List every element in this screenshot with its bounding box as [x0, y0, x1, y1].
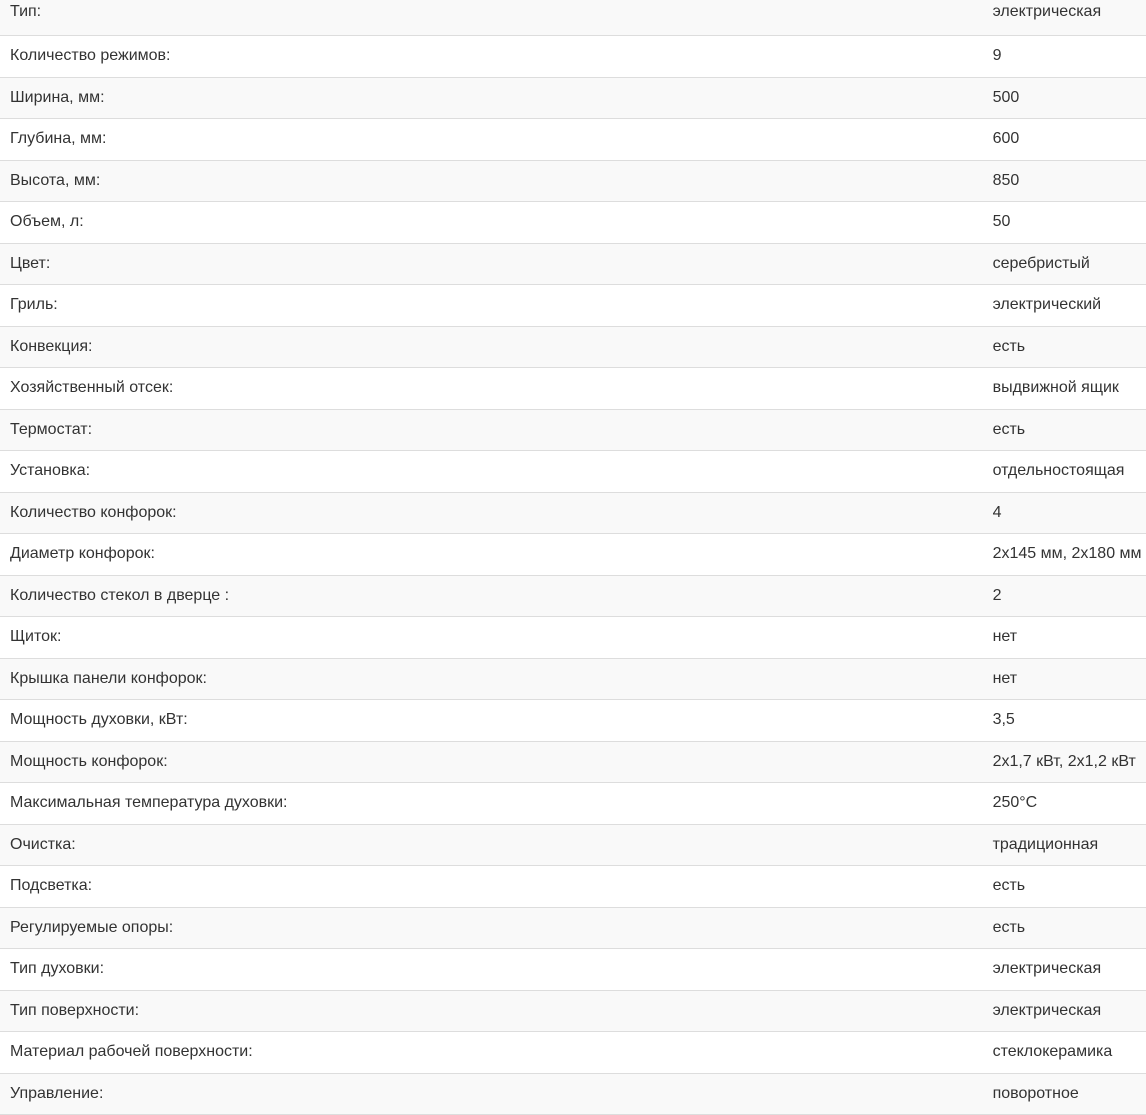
spec-name: Диаметр конфорок: — [0, 534, 983, 576]
spec-row — [0, 1032, 1146, 1074]
spec-name: Высота, мм: — [0, 160, 983, 202]
spec-name: Мощность духовки, кВт: — [0, 700, 983, 742]
spec-value: 2x1,7 кВт, 2x1,2 кВт — [983, 741, 1146, 783]
spec-row — [0, 658, 1146, 700]
spec-name: Объем, л: — [0, 202, 983, 244]
spec-value: нет — [983, 617, 1146, 659]
spec-name: Количество конфорок: — [0, 492, 983, 534]
spec-name: Крышка панели конфорок: — [0, 658, 983, 700]
spec-row — [0, 77, 1146, 119]
spec-name: Тип духовки: — [0, 949, 983, 991]
spec-name: Количество стекол в дверце : — [0, 575, 983, 617]
spec-value: 9 — [983, 36, 1146, 78]
spec-row — [0, 575, 1146, 617]
spec-name: Регулируемые опоры: — [0, 907, 983, 949]
spec-row — [0, 866, 1146, 908]
spec-value: 2 — [983, 575, 1146, 617]
spec-name: Очистка: — [0, 824, 983, 866]
spec-value: отдельностоящая — [983, 451, 1146, 493]
spec-value: поворотное — [983, 1073, 1146, 1115]
spec-row — [0, 409, 1146, 451]
spec-row — [0, 741, 1146, 783]
spec-value: 850 — [983, 160, 1146, 202]
spec-row — [0, 0, 1146, 36]
spec-name: Количество режимов: — [0, 36, 983, 78]
spec-name: Конвекция: — [0, 326, 983, 368]
spec-row — [0, 949, 1146, 991]
spec-name: Термостат: — [0, 409, 983, 451]
spec-value: 50 — [983, 202, 1146, 244]
spec-value: есть — [983, 326, 1146, 368]
spec-value: 500 — [983, 77, 1146, 119]
spec-row — [0, 285, 1146, 327]
spec-row — [0, 534, 1146, 576]
spec-value: серебристый — [983, 243, 1146, 285]
spec-row — [0, 824, 1146, 866]
spec-row — [0, 202, 1146, 244]
spec-row — [0, 326, 1146, 368]
spec-name: Подсветка: — [0, 866, 983, 908]
spec-row — [0, 36, 1146, 78]
spec-value: стеклокерамика — [983, 1032, 1146, 1074]
spec-value: традиционная — [983, 824, 1146, 866]
spec-name: Максимальная температура духовки: — [0, 783, 983, 825]
spec-name: Тип поверхности: — [0, 990, 983, 1032]
spec-name: Ширина, мм: — [0, 77, 983, 119]
spec-name: Цвет: — [0, 243, 983, 285]
spec-name: Хозяйственный отсек: — [0, 368, 983, 410]
spec-name: Управление: — [0, 1073, 983, 1115]
spec-value: электрическая — [983, 949, 1146, 991]
spec-name: Щиток: — [0, 617, 983, 659]
spec-name: Материал рабочей поверхности: — [0, 1032, 983, 1074]
spec-row — [0, 119, 1146, 161]
spec-name: Тип: — [0, 0, 983, 36]
spec-value: выдвижной ящик — [983, 368, 1146, 410]
spec-value: 3,5 — [983, 700, 1146, 742]
spec-row — [0, 368, 1146, 410]
spec-row — [0, 783, 1146, 825]
spec-row — [0, 990, 1146, 1032]
spec-name: Глубина, мм: — [0, 119, 983, 161]
spec-value: 4 — [983, 492, 1146, 534]
spec-value: электрическая — [983, 0, 1146, 36]
spec-row — [0, 160, 1146, 202]
spec-value: 600 — [983, 119, 1146, 161]
spec-row — [0, 617, 1146, 659]
spec-name: Мощность конфорок: — [0, 741, 983, 783]
spec-row — [0, 243, 1146, 285]
spec-row — [0, 492, 1146, 534]
spec-value: есть — [983, 907, 1146, 949]
spec-value: электрическая — [983, 990, 1146, 1032]
spec-row — [0, 451, 1146, 493]
spec-name: Установка: — [0, 451, 983, 493]
spec-row — [0, 700, 1146, 742]
spec-row — [0, 1073, 1146, 1115]
spec-value: есть — [983, 866, 1146, 908]
spec-value: есть — [983, 409, 1146, 451]
spec-value: 2x145 мм, 2x180 мм — [983, 534, 1146, 576]
spec-row — [0, 907, 1146, 949]
spec-name: Гриль: — [0, 285, 983, 327]
spec-value: 250°C — [983, 783, 1146, 825]
spec-value: нет — [983, 658, 1146, 700]
spec-value: электрический — [983, 285, 1146, 327]
